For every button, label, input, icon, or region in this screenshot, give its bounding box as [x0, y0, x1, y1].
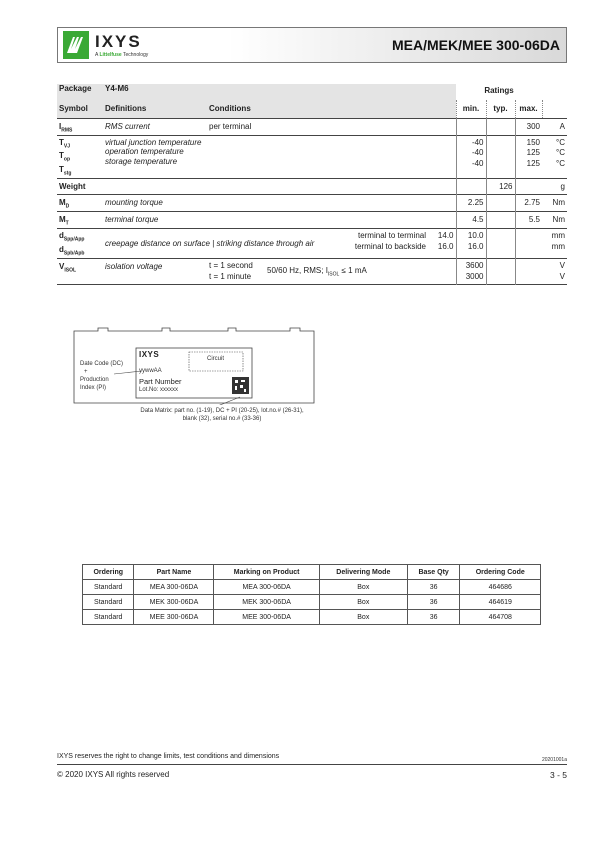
ordering-cell: Standard: [83, 595, 134, 610]
ordering-cell: 36: [407, 580, 460, 595]
col-typ: typ.: [486, 100, 515, 118]
brand-subtitle: A Littelfuse Technology: [95, 52, 149, 58]
row-weight: Weight 126 g: [57, 179, 567, 195]
ordering-cell: Standard: [83, 610, 134, 625]
ixys-logo-icon: [63, 31, 89, 59]
ordering-col-header: Delivering Mode: [319, 565, 407, 580]
ordering-col-header: Ordering Code: [460, 565, 541, 580]
date-code-label: Date Code (DC) + Production Index (PI): [80, 361, 124, 391]
ratings-table: [57, 84, 567, 285]
ordering-cell: 36: [407, 595, 460, 610]
col-min: min.: [456, 100, 486, 118]
page-title: MEA/MEK/MEE 300-06DA: [391, 37, 560, 53]
row-irms: $I_{RMS}$ RMS current per terminal 300 A: [57, 118, 567, 135]
row-temperatures: $T_{VJ}$ $T_{op}$ $T_{stg}$ virtual junction temperature operation temperature storage temperature -40 -40 -40 150 125 125 °C °C °C: [57, 135, 567, 179]
footer-rule: [57, 764, 567, 765]
ordering-col-header: Base Qty: [407, 565, 460, 580]
ratings-heading: Ratings: [484, 86, 514, 95]
table-row: [83, 580, 541, 595]
ordering-cell: 464708: [460, 610, 541, 625]
row-terminal-torque: $M_T$ terminal torque 4.5 5.5 Nm: [57, 212, 567, 229]
header-bar: [57, 27, 567, 63]
page-number: 3 - 5: [549, 770, 567, 780]
ordering-col-header: Marking on Product: [214, 565, 319, 580]
ordering-cell: Box: [319, 595, 407, 610]
ordering-cell: Box: [319, 610, 407, 625]
col-max: max.: [515, 100, 542, 118]
ordering-cell: MEE 300-06DA: [214, 610, 319, 625]
part-number-label: Part Number: [139, 377, 182, 386]
ordering-cell: MEA 300-06DA: [214, 580, 319, 595]
col-conditions: Conditions: [207, 100, 428, 118]
circuit-label: Circuit: [207, 356, 225, 362]
ordering-table: [82, 564, 541, 625]
ordering-col-header: Part Name: [134, 565, 214, 580]
col-definitions: Definitions: [103, 100, 207, 118]
ordering-cell: 464619: [460, 595, 541, 610]
table-row: [83, 610, 541, 625]
ordering-cell: 464686: [460, 580, 541, 595]
ordering-cell: 36: [407, 610, 460, 625]
row-isolation-voltage: $V_{ISOL}$ isolation voltage t = 1 second t = 1 minute 50/60 Hz, RMS; $I_{ISOL} \le 1$ mA 3600 3000 V V: [57, 259, 567, 285]
footer-notice: IXYS reserves the right to change limits, test conditions and dimensions: [57, 753, 280, 760]
module-brand: IXYS: [139, 350, 160, 359]
ordering-header: [83, 565, 541, 580]
row-mounting-torque: $M_D$ mounting torque 2.25 2.75 Nm: [57, 195, 567, 212]
lot-number: Lot.No: xxxxxx: [139, 387, 179, 393]
row-creepage: $d_{Spp/App}$ $d_{Spb/Apb}$ creepage distance on surface | striking distance through air terminal to terminal terminal to backside 14.0 16.0 10.0 16.0 mm mm: [57, 229, 567, 259]
ordering-cell: MEE 300-06DA: [134, 610, 214, 625]
table-row: [83, 595, 541, 610]
ordering-cell: MEA 300-06DA: [134, 580, 214, 595]
ordering-cell: MEK 300-06DA: [214, 595, 319, 610]
col-symbol: Symbol: [57, 100, 103, 118]
ordering-col-header: Ordering: [83, 565, 134, 580]
ordering-cell: Box: [319, 580, 407, 595]
ordering-cell: Standard: [83, 580, 134, 595]
yyww-code: yywwAA: [139, 368, 162, 374]
brand-name: IXYS: [95, 32, 142, 51]
ordering-cell: MEK 300-06DA: [134, 595, 214, 610]
package-label: Package: [57, 84, 103, 100]
copyright: © 2020 IXYS All rights reserved: [57, 770, 170, 779]
data-matrix-caption: Data Matrix: part no. (1-19), DC + PI (20-25), lot.no.# (26-31), blank (32), serial no.# (33-36): [140, 408, 304, 422]
package-value: Y4-M6: [103, 84, 428, 100]
document-code: 20201001a: [541, 757, 567, 763]
